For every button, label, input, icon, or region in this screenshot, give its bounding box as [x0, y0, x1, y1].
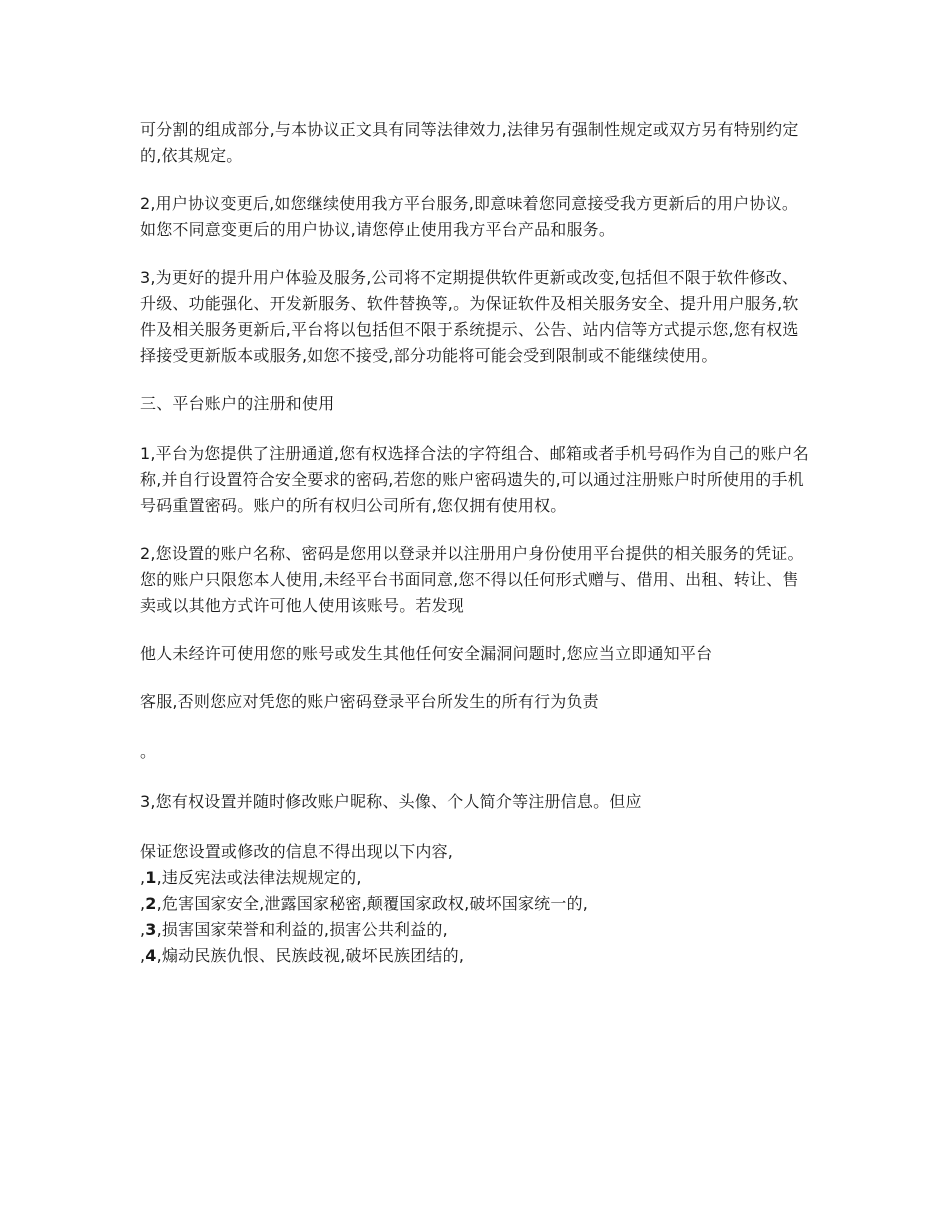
- paragraph-registration-3-cont: 保证您设置或修改的信息不得出现以下内容,: [140, 842, 454, 861]
- list-item: [140, 943, 812, 969]
- list-item-number: 1: [145, 868, 157, 887]
- list-item-prefix: ,: [140, 868, 146, 887]
- paragraph-clause-2: 2,用户协议变更后,如您继续使用我方平台服务,即意味着您同意接受我方更新后的用户协议。如您不同意变更后的用户协议,请您停止使用我方平台产品和服务。: [140, 194, 799, 239]
- list-item-number: 3: [145, 920, 157, 939]
- paragraph-registration-3: 3,您有权设置并随时修改账户昵称、头像、个人简介等注册信息。但应: [140, 792, 642, 811]
- paragraph-clause-3: 3,为更好的提升用户体验及服务,公司将不定期提供软件更新或改变,包括但不限于软件修改、升级、功能强化、开发新服务、软件替换等,。为保证软件及相关服务安全、提升用户服务,软件及相关服务更新后,平台将以包括但不限于系统提示、公告、站内信等方式提示您,您有权选择接受更新版本或服务,如您不接受,部分功能将可能会受到限制或不能继续使用。: [140, 268, 799, 365]
- list-item-prefix: ,: [140, 946, 146, 965]
- list-item: [140, 917, 812, 943]
- list-item-number: 4: [145, 946, 157, 965]
- list-item-number: 2: [145, 894, 157, 913]
- paragraph-registration-2-cont2: 客服,否则您应对凭您的账户密码登录平台所发生的所有行为负责: [140, 692, 599, 711]
- list-item-text: ,损害国家荣誉和利益的,损害公共利益的,: [156, 920, 448, 939]
- list-item-text: ,违反宪法或法律法规规定的,: [156, 868, 362, 887]
- list-item-text: ,煽动民族仇恨、民族歧视,破坏民族团结的,: [156, 946, 465, 965]
- list-item-prefix: ,: [140, 894, 146, 913]
- list-item-text: ,危害国家安全,泄露国家秘密,颠覆国家政权,破坏国家统一的,: [156, 894, 589, 913]
- paragraph-registration-1: 1,平台为您提供了注册通道,您有权选择合法的字符组合、邮箱或者手机号码作为自己的账户名称,并自行设置符合安全要求的密码,若您的账户密码遗失的,可以通过注册账户时所使用的手机号码重置密码。账户的所有权归公司所有,您仅拥有使用权。: [140, 444, 809, 515]
- list-item-prefix: ,: [140, 920, 146, 939]
- document-page: [140, 117, 812, 969]
- list-item: [140, 865, 812, 891]
- section-heading-3: 三、平台账户的注册和使用: [140, 394, 335, 413]
- paragraph-period: 。: [140, 742, 157, 761]
- list-item: [140, 891, 812, 917]
- paragraph-registration-2: 2,您设置的账户名称、密码是您用以登录并以注册用户身份使用平台提供的相关服务的凭证。您的账户只限您本人使用,未经平台书面同意,您不得以任何形式赠与、借用、出租、转让、售卖或以其他方式许可他人使用该账号。若发现: [140, 544, 804, 615]
- paragraph-continuation: 可分割的组成部分,与本协议正文具有同等法律效力,法律另有强制性规定或双方另有特别约定的,依其规定。: [140, 120, 799, 165]
- paragraph-registration-2-cont: 他人未经许可使用您的账号或发生其他任何安全漏洞问题时,您应当立即通知平台: [140, 644, 713, 663]
